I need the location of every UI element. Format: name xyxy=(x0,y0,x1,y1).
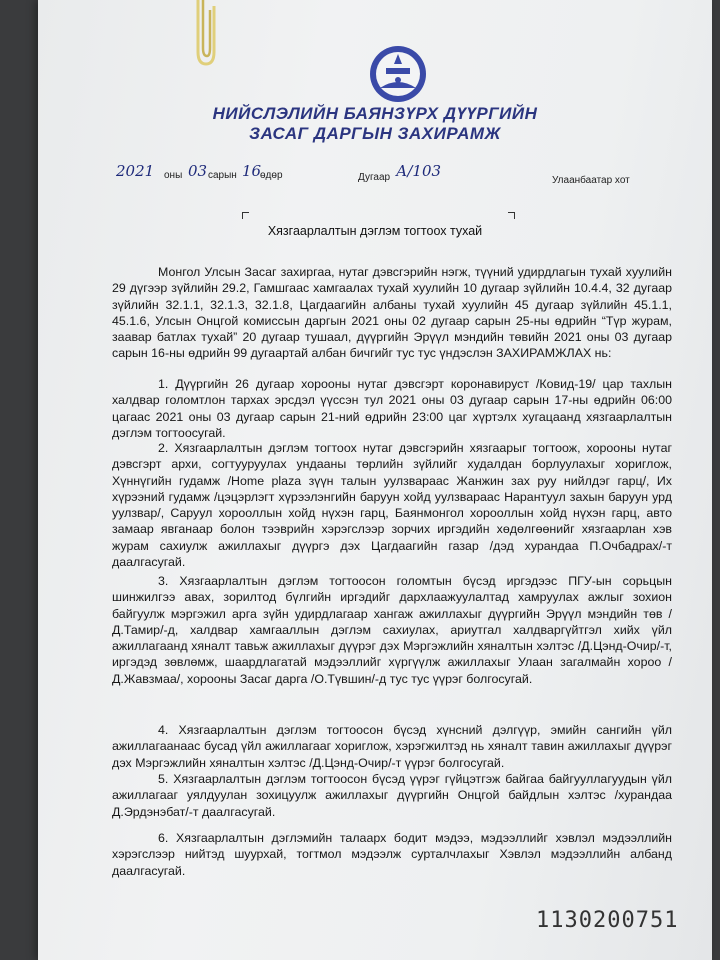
month-label: сарын xyxy=(208,170,237,181)
number-label: Дугаар xyxy=(358,172,391,183)
document-title: Хязгаарлалтын дэглэм тогтоох тухай xyxy=(267,224,483,238)
date-day: 16 xyxy=(242,162,262,180)
date-month: 03 xyxy=(188,162,208,180)
paper-clip-icon xyxy=(188,0,222,70)
place-label: Улаанбаатар хот xyxy=(552,175,630,186)
clause-5: 5. Хязгаарлалтын дэглэм тогтоосон бүсэд үүрэг гүйцэтгэж байгаа байгууллагуудын үйл ажиллагааг уялдуулан зохицуулж ажиллахыг дүүргийн Онцгой байдлын хэлтэс /хурандаа Д.Эрдэнэбат/-т даалгасугай. xyxy=(112,772,672,819)
document-number: А/103 xyxy=(396,162,442,180)
title-bracket-left xyxy=(242,212,249,219)
title-bracket-right xyxy=(508,212,515,219)
issuer-name: НИЙСЛЭЛИЙН БАЯНЗҮРХ ДҮҮРГИЙН xyxy=(212,104,538,123)
mongolia-state-emblem-icon xyxy=(350,42,446,106)
day-label: өдөр xyxy=(260,170,283,181)
year-label: оны xyxy=(164,170,183,181)
serial-number: 1130200751 xyxy=(536,908,679,933)
clause-4: 4. Хязгаарлалтын дэглэм тогтоосон бүсэд хүнсний дэлгүүр, эмийн сангийн үйл ажиллагаанаас бусад үйл ажиллагааг хориглож, хэрэгжилтэд нь хяналт тавин ажиллахыг дүүрэг дэх Мэргэжлийн хяналтын хэлтэс /Д.Цэнд-Очир/-т үүрэг болгосугай. xyxy=(112,723,672,770)
clause-6: 6. Хязгаарлалтын дэглэмийн талаарх бодит мэдээ, мэдээллийг хэвлэл мэдээллийн хэрэгслээр нийтэд шуурхай, тогтмол мэдээлж сурталчлахыг Хэвлэл мэдээллийн албанд даалгасугай. xyxy=(112,831,672,878)
clause-2: 2. Хязгаарлалтын дэглэм тогтоох нутаг дэвсгэрийн хязгаарыг тогтоож, хорооны нутаг дэвсгэрт архи, согтууруулах ундааны төрлийн зүйлийг худалдан борлуулахыг хориглож, Хүннүгийн гудамж /Home plaza зүүн талын уулзвараас Жанжин зах руу нийлдэг гарц/, Их хүрээний гудамж /цэцэрлэгт хүрээлэнгийн баруун хойд уулзвараас Нарантуул захын баруун урд уулзвар/, Саруул хорооллын хойд нүхэн гарц, Баянмонгол хорооллын хойд нүхэн гарц, авто замаар явганаар болон тээврийн хэрэгслээр зорчих иргэдийн хөдөлгөөнийг хязгаарлан хэв журам сахиулж ажиллахыг дүүргэ дэх Цагдаагийн газар /дэд хурандаа П.Очбадрах/-т даалгасугай. xyxy=(112,441,672,570)
clause-3: 3. Хязгаарлалтын дэглэм тогтоосон голомтын бүсэд иргэдээс ПГУ-ын сорьцын шинжилгээ авах, зорилтод бүлгийн иргэдийг дархлаажуулалтад хамруулах ажлыг зохион байгуулж мэргэжил арга зүйн удирдлагаар хангаж ажиллахыг дүүргийн Эрүүл мэндийн төв /Д.Тамир/-д, халдвар хамгааллын дэглэм сахиулах, ариутгал халдваргүйтгэл хийх үйл ажиллагаанд хяналт тавьж ажиллахыг дүүрэг дэх Мэргэжлийн хяналтын хэлтэс /Д.Цэнд-Очир/-т, иргэдэд зөвлөмж, шаардлагатай мэдээллийг хүргүүлж ажиллахыг Улаан загалмайн хороо /Д.Жавзмаа/, хорооны Засаг дарга /О.Түвшин/-д тус тус үүрэг болгосугай. xyxy=(112,574,672,686)
document-type: ЗАСАГ ДАРГЫН ЗАХИРАМЖ xyxy=(249,124,501,143)
preamble-paragraph: Монгол Улсын Засаг захиргаа, нутаг дэвсгэрийн нэгж, түүний удирдлагын тухай хуулийн 29 дүгээр зүйлийн 29.2, Гамшгаас хамгаалах тухай хуулийн 10 дугаар зүйлийн 10.4.4, 32 дугаар зүйлийн 32.1.1, 32.1.3, 32.1.8, Цагдаагийн албаны тухай хуулийн 45 дугаар зүйлийн 45.1.1, 45.1.6, Улсын Онцгой комиссын даргын 2021 оны 02 дугаар сарын 25-ны өдрийн “Түр журам, заавар батлах тухай” 20 дугаар тушаал, дүүргийн Эрүүл мэндийн төвийн 2021 оны 03 дугаар сарын 16-ны өдрийн 99 дугаартай албан бичгийг тус тус үндэслэн ЗАХИРАМЖЛАХ нь: xyxy=(112,265,672,361)
clause-1: 1. Дүүргийн 26 дугаар хорооны нутаг дэвсгэрт коронавируст /Ковид-19/ цар тахлын халдвар голомтлон тархах эрсдэл үүссэн тул 2021 оны 03 дугаар сарын 17-ны өдрийн 06:00 цагаас 2021 оны 03 дугаар сарын 21-ний өдрийн 23:00 цаг хүртэлх хугацаанд хязгаарлалтын дэглэм тогтоосугай. xyxy=(112,377,672,440)
document-page xyxy=(38,0,712,960)
date-year: 2021 xyxy=(116,162,155,180)
